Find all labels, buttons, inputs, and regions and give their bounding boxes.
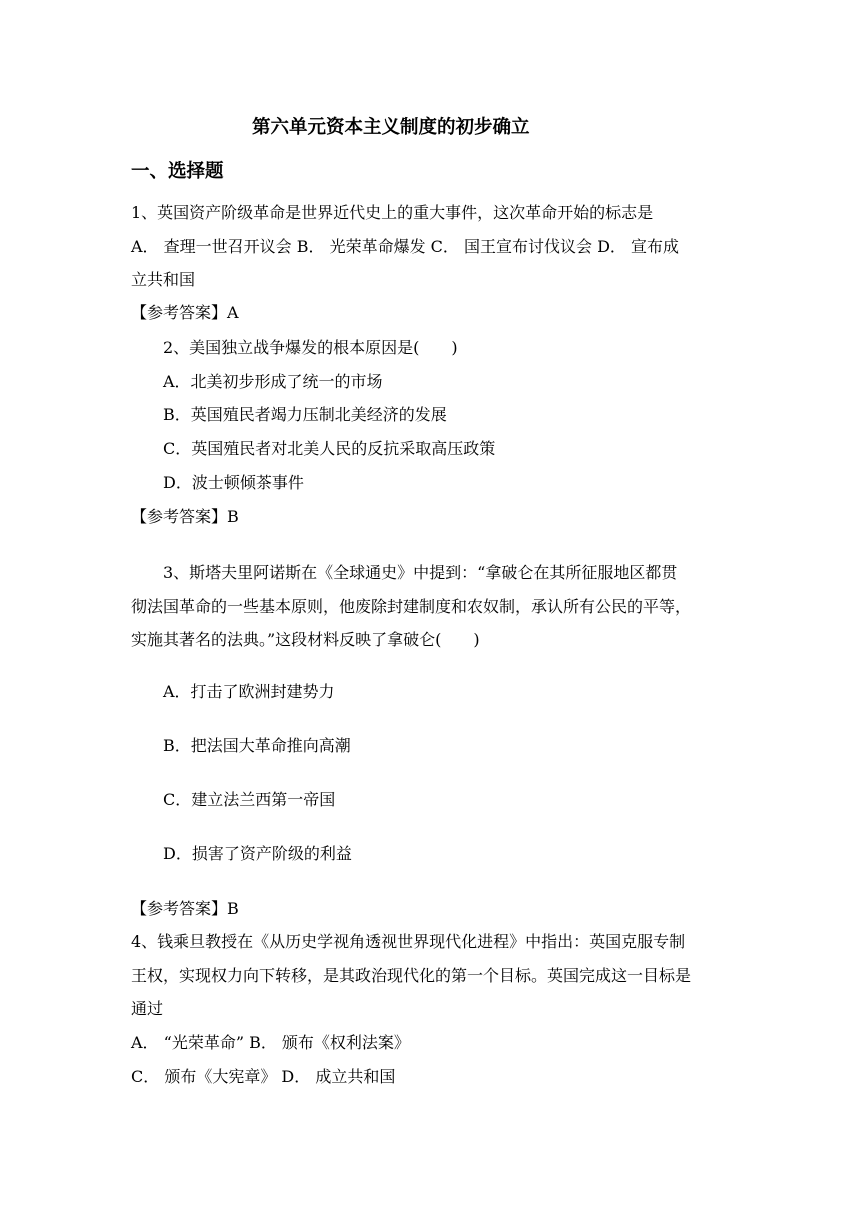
q4-options-cont: C． 颁布《大宪章》 D． 成立共和国 [131,1067,396,1086]
q2-option-a: A．北美初步形成了统一的市场 [163,372,383,391]
q4-stem-line2: 王权，实现权力向下转移，是其政治现代化的第一个目标。英国完成这一目标是 [131,966,692,985]
q1-stem: 1、英国资产阶级革命是世界近代史上的重大事件，这次革命开始的标志是 [131,203,654,222]
q3-option-c: C．建立法兰西第一帝国 [163,790,336,809]
q3-option-a: A．打击了欧洲封建势力 [163,682,335,701]
page-title: 第六单元资本主义制度的初步确立 [252,117,530,138]
q4-options: A． “光荣革命” B． 颁布《权利法案》 [131,1033,410,1052]
q3-stem-line3: 实施其著名的法典。”这段材料反映了拿破仑( ) [131,630,480,649]
q2-option-d: D．波士顿倾茶事件 [163,473,304,492]
q2-option-b: B．英国殖民者竭力压制北美经济的发展 [163,405,447,424]
q3-option-d: D．损害了资产阶级的利益 [163,844,352,863]
q2-option-c: C．英国殖民者对北美人民的反抗采取高压政策 [163,439,496,458]
q3-stem-line2: 彻法国革命的一些基本原则，他废除封建制度和农奴制，承认所有公民的平等， [131,597,692,616]
q4-stem-line3: 通过 [131,999,164,1018]
q4-stem-line1: 4、钱乘旦教授在《从历史学视角透视世界现代化进程》中指出：英国克服专制 [131,932,686,951]
q3-option-b: B．把法国大革命推向高潮 [163,736,351,755]
section-heading: 一、选择题 [131,161,224,182]
q2-answer: 【参考答案】B [131,507,239,526]
q1-options-cont: 立共和国 [131,270,196,289]
q1-answer: 【参考答案】A [131,303,239,322]
q2-stem: 2、美国独立战争爆发的根本原因是( ) [163,338,458,357]
q1-options: A． 查理一世召开议会 B． 光荣革命爆发 C． 国王宣布讨伐议会 D． 宣布成 [131,237,679,256]
q3-stem-line1: 3、斯塔夫里阿诺斯在《全球通史》中提到：“拿破仑在其所征服地区都贯 [163,563,678,582]
q3-answer: 【参考答案】B [131,899,239,918]
